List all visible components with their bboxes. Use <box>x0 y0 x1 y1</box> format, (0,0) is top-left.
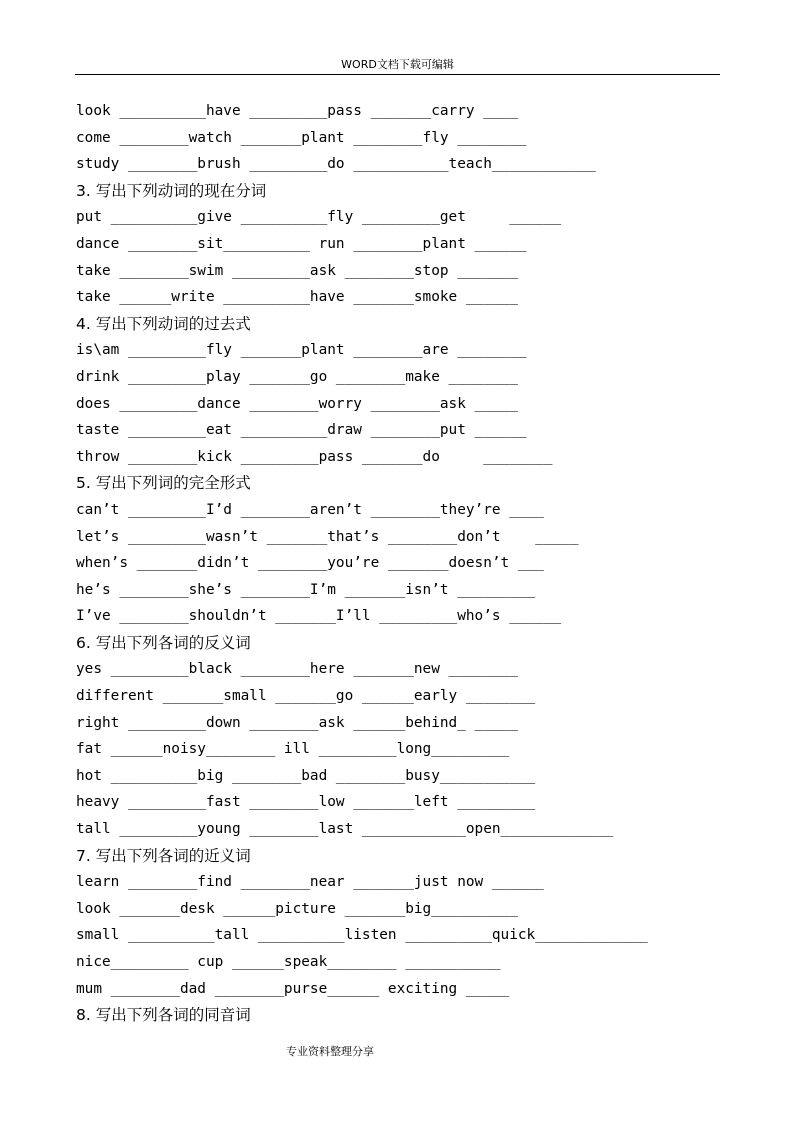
exercise-line: different _______small _______go ______early ________ <box>76 688 536 705</box>
exercise-line: drink _________play _______go ________make ________ <box>76 368 518 385</box>
exercise-line: dance ________sit__________ run ________plant ______ <box>76 235 527 252</box>
exercise-line: yes _________black ________here _______new ________ <box>76 661 518 678</box>
exercise-line: throw ________kick _________pass _______do ________ <box>76 448 553 465</box>
page-header <box>75 58 720 75</box>
exercise-line: let’s _________wasn’t _______that’s ________don’t _____ <box>76 528 579 545</box>
exercise-line: put __________give __________fly _________get ______ <box>76 209 562 226</box>
exercise-line: taste _________eat __________draw ________put ______ <box>76 422 527 439</box>
exercise-line: I’ve ________shouldn’t _______I’ll _________who’s ______ <box>76 608 562 625</box>
header-title: WORD文档下载可编辑 <box>341 58 454 71</box>
exercise-line: can’t _________I’d ________aren’t ________they’re ____ <box>76 501 544 518</box>
exercise-line: right _________down ________ask ______behind_ _____ <box>76 714 518 731</box>
exercise-line: look _______desk ______picture _______big__________ <box>76 900 518 917</box>
exercise-line: does _________dance ________worry ________ask _____ <box>76 395 518 412</box>
section-heading: 7. 写出下列各词的近义词 <box>76 846 251 865</box>
section-heading: 8. 写出下列各词的同音词 <box>76 1006 251 1025</box>
exercise-line: he’s ________she’s ________I’m _______isn’t _________ <box>76 581 536 598</box>
exercise-line: heavy _________fast ________low _______left _________ <box>76 794 536 811</box>
worksheet-body <box>76 98 756 1029</box>
exercise-line: nice_________ cup ______speak________ ___________ <box>76 954 501 970</box>
exercise-line: take ______write __________have _______smoke ______ <box>76 289 518 306</box>
exercise-line: learn ________find ________near _______just now ______ <box>76 874 544 891</box>
section-heading: 5. 写出下列词的完全形式 <box>76 474 251 493</box>
exercise-line: fat ______noisy________ ill _________long_________ <box>76 741 510 758</box>
exercise-line: is\am _________fly _______plant ________are ________ <box>76 342 527 359</box>
exercise-line: small __________tall __________listen __________quick_____________ <box>76 927 648 944</box>
section-heading: 3. 写出下列动词的现在分词 <box>76 181 267 200</box>
exercise-line: tall _________young ________last ____________open_____________ <box>76 821 614 838</box>
exercise-line: take ________swim _________ask ________stop _______ <box>76 262 518 279</box>
exercise-line: hot __________big ________bad ________busy___________ <box>76 767 536 784</box>
exercise-line: mum ________dad ________purse______ exciting _____ <box>76 980 510 997</box>
exercise-line: come ________watch _______plant ________fly ________ <box>76 129 527 146</box>
section-heading: 4. 写出下列动词的过去式 <box>76 314 251 333</box>
exercise-line: study ________brush _________do ___________teach____________ <box>76 156 596 173</box>
page-footer <box>0 1043 660 1059</box>
exercise-line: when’s _______didn’t ________you’re _______doesn’t ___ <box>76 555 544 572</box>
footer-text: 专业资料整理分享 <box>286 1045 374 1058</box>
section-heading: 6. 写出下列各词的反义词 <box>76 633 251 652</box>
exercise-line: look __________have _________pass _______carry ____ <box>76 103 518 119</box>
